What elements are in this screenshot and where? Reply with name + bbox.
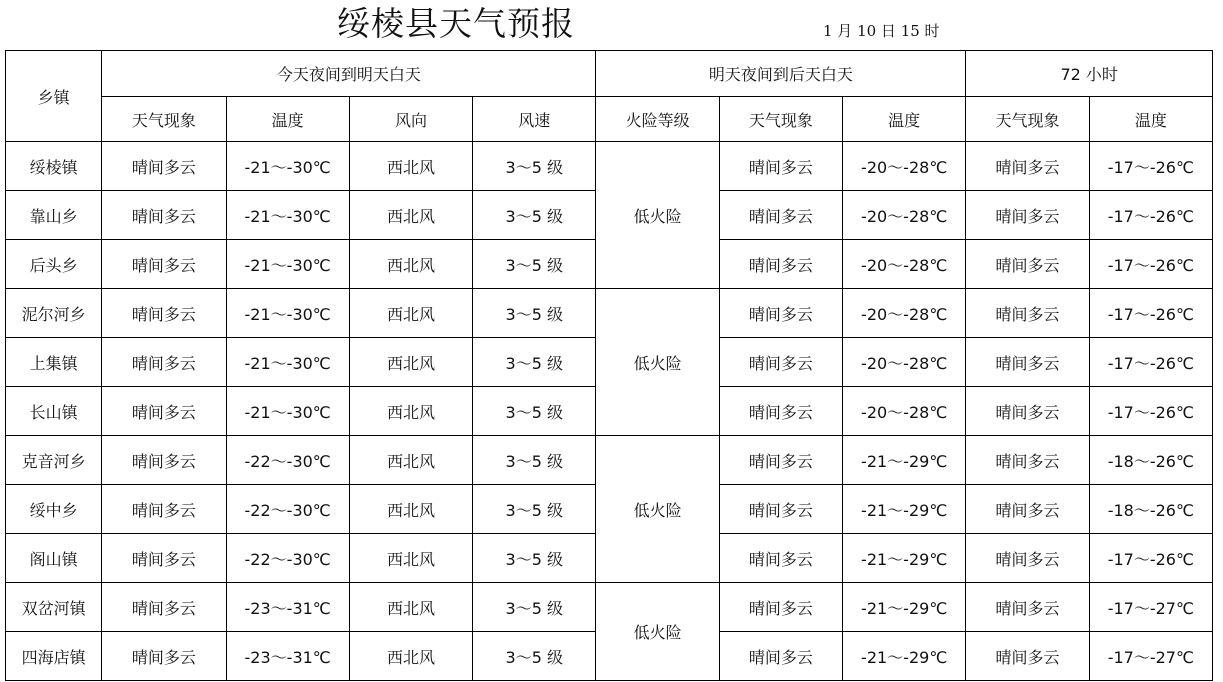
wind-speed-cell: 3～5 级 [473, 191, 596, 240]
today-temperature-cell: -21～-30℃ [226, 289, 349, 338]
today-weather-cell: 晴间多云 [102, 240, 226, 289]
h72-temperature-cell: -18～-26℃ [1089, 485, 1212, 534]
tomorrow-temperature-cell: -21～-29℃ [843, 632, 966, 681]
town-cell: 阁山镇 [6, 534, 102, 583]
fire-risk-cell: 低火险 [596, 289, 719, 436]
today-temperature-cell: -22～-30℃ [226, 436, 349, 485]
h72-temperature-cell: -17～-27℃ [1089, 632, 1212, 681]
h72-weather-cell: 晴间多云 [966, 485, 1089, 534]
today-temperature-cell: -21～-30℃ [226, 142, 349, 191]
wind-direction-cell: 西北风 [349, 142, 472, 191]
town-cell: 后头乡 [6, 240, 102, 289]
header-row-columns [6, 97, 1213, 142]
header-wind-direction: 风向 [349, 97, 472, 142]
table-row [6, 583, 1213, 632]
table-row [6, 436, 1213, 485]
wind-speed-cell: 3～5 级 [473, 240, 596, 289]
wind-direction-cell: 西北风 [349, 387, 472, 436]
table-row [6, 142, 1213, 191]
today-temperature-cell: -21～-30℃ [226, 338, 349, 387]
today-temperature-cell: -21～-30℃ [226, 240, 349, 289]
tomorrow-temperature-cell: -20～-28℃ [843, 240, 966, 289]
h72-temperature-cell: -17～-26℃ [1089, 387, 1212, 436]
tomorrow-temperature-cell: -20～-28℃ [843, 387, 966, 436]
town-cell: 长山镇 [6, 387, 102, 436]
h72-weather-cell: 晴间多云 [966, 338, 1089, 387]
town-cell: 泥尔河乡 [6, 289, 102, 338]
today-weather-cell: 晴间多云 [102, 387, 226, 436]
wind-direction-cell: 西北风 [349, 534, 472, 583]
header-wind-speed: 风速 [473, 97, 596, 142]
tomorrow-temperature-cell: -21～-29℃ [843, 485, 966, 534]
tomorrow-temperature-cell: -20～-28℃ [843, 338, 966, 387]
wind-direction-cell: 西北风 [349, 289, 472, 338]
today-temperature-cell: -22～-30℃ [226, 485, 349, 534]
wind-speed-cell: 3～5 级 [473, 142, 596, 191]
h72-weather-cell: 晴间多云 [966, 289, 1089, 338]
header-tomorrow-temperature: 温度 [843, 97, 966, 142]
tomorrow-weather-cell: 晴间多云 [719, 338, 842, 387]
today-weather-cell: 晴间多云 [102, 191, 226, 240]
tomorrow-weather-cell: 晴间多云 [719, 240, 842, 289]
tomorrow-temperature-cell: -21～-29℃ [843, 534, 966, 583]
issue-time: 1 月 10 日 15 时 [823, 22, 940, 40]
table-row [6, 289, 1213, 338]
wind-direction-cell: 西北风 [349, 338, 472, 387]
today-weather-cell: 晴间多云 [102, 338, 226, 387]
wind-speed-cell: 3～5 级 [473, 289, 596, 338]
today-weather-cell: 晴间多云 [102, 436, 226, 485]
today-weather-cell: 晴间多云 [102, 289, 226, 338]
page-title: 绥棱县天气预报 [337, 4, 575, 43]
tomorrow-weather-cell: 晴间多云 [719, 142, 842, 191]
header-tomorrow-weather: 天气现象 [719, 97, 842, 142]
h72-weather-cell: 晴间多云 [966, 142, 1089, 191]
wind-direction-cell: 西北风 [349, 240, 472, 289]
wind-direction-cell: 西北风 [349, 191, 472, 240]
h72-temperature-cell: -17～-26℃ [1089, 338, 1212, 387]
h72-weather-cell: 晴间多云 [966, 436, 1089, 485]
tomorrow-weather-cell: 晴间多云 [719, 534, 842, 583]
wind-speed-cell: 3～5 级 [473, 387, 596, 436]
today-temperature-cell: -21～-30℃ [226, 387, 349, 436]
wind-speed-cell: 3～5 级 [473, 632, 596, 681]
town-cell: 上集镇 [6, 338, 102, 387]
h72-weather-cell: 晴间多云 [966, 387, 1089, 436]
header-today-temperature: 温度 [226, 97, 349, 142]
h72-weather-cell: 晴间多云 [966, 632, 1089, 681]
today-weather-cell: 晴间多云 [102, 583, 226, 632]
today-temperature-cell: -23～-31℃ [226, 583, 349, 632]
wind-speed-cell: 3～5 级 [473, 534, 596, 583]
today-temperature-cell: -21～-30℃ [226, 191, 349, 240]
h72-weather-cell: 晴间多云 [966, 534, 1089, 583]
fire-risk-cell: 低火险 [596, 583, 719, 681]
tomorrow-weather-cell: 晴间多云 [719, 485, 842, 534]
town-cell: 绥棱镇 [6, 142, 102, 191]
tomorrow-weather-cell: 晴间多云 [719, 289, 842, 338]
h72-temperature-cell: -17～-26℃ [1089, 191, 1212, 240]
wind-direction-cell: 西北风 [349, 583, 472, 632]
wind-speed-cell: 3～5 级 [473, 485, 596, 534]
tomorrow-temperature-cell: -20～-28℃ [843, 289, 966, 338]
town-cell: 双岔河镇 [6, 583, 102, 632]
header-row-groups [6, 51, 1213, 97]
town-cell: 四海店镇 [6, 632, 102, 681]
tomorrow-temperature-cell: -21～-29℃ [843, 583, 966, 632]
wind-speed-cell: 3～5 级 [473, 436, 596, 485]
today-weather-cell: 晴间多云 [102, 142, 226, 191]
today-temperature-cell: -22～-30℃ [226, 534, 349, 583]
header-72h-temperature: 温度 [1089, 97, 1212, 142]
tomorrow-weather-cell: 晴间多云 [719, 436, 842, 485]
wind-speed-cell: 3～5 级 [473, 338, 596, 387]
h72-temperature-cell: -17～-26℃ [1089, 142, 1212, 191]
today-weather-cell: 晴间多云 [102, 632, 226, 681]
wind-direction-cell: 西北风 [349, 436, 472, 485]
h72-temperature-cell: -17～-26℃ [1089, 240, 1212, 289]
header-group-today: 今天夜间到明天白天 [102, 51, 596, 97]
town-cell: 克音河乡 [6, 436, 102, 485]
tomorrow-weather-cell: 晴间多云 [719, 387, 842, 436]
tomorrow-temperature-cell: -20～-28℃ [843, 142, 966, 191]
town-cell: 绥中乡 [6, 485, 102, 534]
town-cell: 靠山乡 [6, 191, 102, 240]
wind-direction-cell: 西北风 [349, 632, 472, 681]
fire-risk-cell: 低火险 [596, 436, 719, 583]
forecast-table [5, 50, 1213, 681]
tomorrow-temperature-cell: -21～-29℃ [843, 436, 966, 485]
header-today-weather: 天气现象 [102, 97, 226, 142]
header-fire-risk: 火险等级 [596, 97, 719, 142]
today-weather-cell: 晴间多云 [102, 534, 226, 583]
fire-risk-cell: 低火险 [596, 142, 719, 289]
wind-direction-cell: 西北风 [349, 485, 472, 534]
h72-temperature-cell: -17～-27℃ [1089, 583, 1212, 632]
h72-temperature-cell: -18～-26℃ [1089, 436, 1212, 485]
h72-weather-cell: 晴间多云 [966, 240, 1089, 289]
header-72h-weather: 天气现象 [966, 97, 1089, 142]
header-group-72h: 72 小时 [966, 51, 1213, 97]
h72-temperature-cell: -17～-26℃ [1089, 289, 1212, 338]
h72-weather-cell: 晴间多云 [966, 191, 1089, 240]
header-town: 乡镇 [6, 51, 102, 142]
wind-speed-cell: 3～5 级 [473, 583, 596, 632]
header-group-tomorrow: 明天夜间到后天白天 [596, 51, 966, 97]
today-temperature-cell: -23～-31℃ [226, 632, 349, 681]
h72-temperature-cell: -17～-26℃ [1089, 534, 1212, 583]
tomorrow-temperature-cell: -20～-28℃ [843, 191, 966, 240]
today-weather-cell: 晴间多云 [102, 485, 226, 534]
tomorrow-weather-cell: 晴间多云 [719, 583, 842, 632]
tomorrow-weather-cell: 晴间多云 [719, 191, 842, 240]
h72-weather-cell: 晴间多云 [966, 583, 1089, 632]
tomorrow-weather-cell: 晴间多云 [719, 632, 842, 681]
